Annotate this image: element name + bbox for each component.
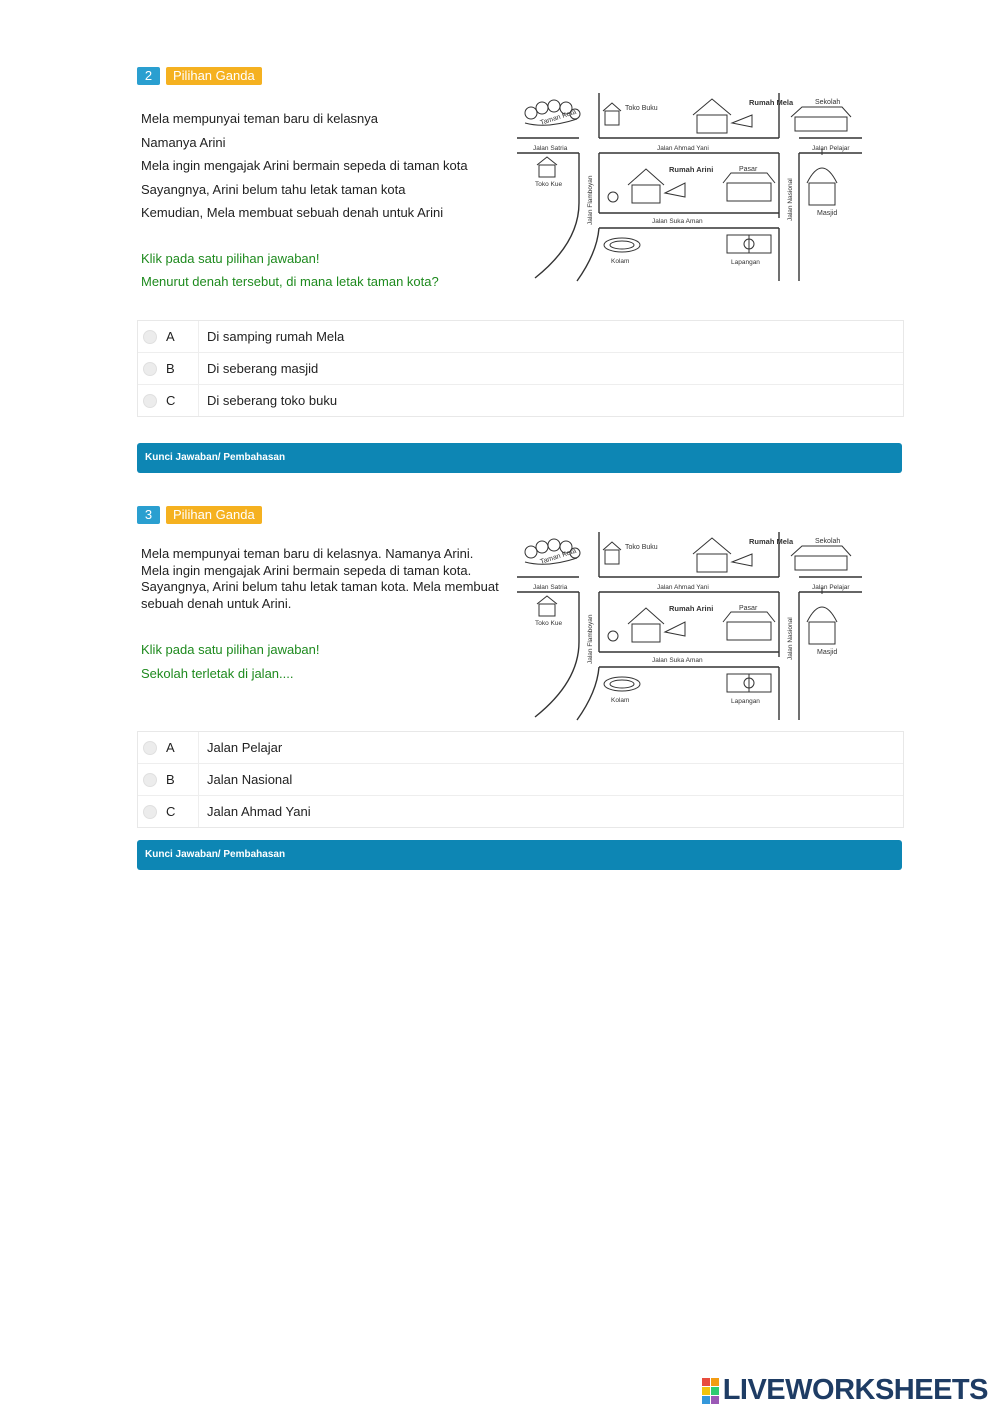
question-type-badge: Pilihan Ganda bbox=[166, 506, 262, 524]
map-label-rumah-mela: Rumah Mela bbox=[749, 98, 794, 107]
question-text bbox=[141, 107, 516, 294]
liveworksheets-logo bbox=[702, 1374, 988, 1407]
option-text: Di samping rumah Mela bbox=[207, 329, 345, 344]
map-label-jalan-nasional: Jalan Nasional bbox=[787, 178, 794, 221]
question-line: Sayangnya, Arini belum tahu letak taman kota. Mela membuat bbox=[141, 579, 499, 594]
question-line: Mela ingin mengajak Arini bermain sepeda di taman kota bbox=[141, 158, 468, 173]
map-label-lapangan: Lapangan bbox=[731, 259, 760, 266]
option-text: Di seberang toko buku bbox=[207, 393, 338, 408]
question-line: Mela mempunyai teman baru di kelasnya. Namanya Arini. bbox=[141, 546, 474, 561]
option-letter: B bbox=[166, 361, 175, 376]
option-text: Jalan Ahmad Yani bbox=[207, 804, 311, 819]
street-map-image bbox=[517, 93, 867, 283]
map-label-jalan-ahmad-yani: Jalan Ahmad Yani bbox=[657, 584, 709, 591]
map-label-taman-kota: Taman Kota bbox=[539, 547, 578, 566]
map-label-jalan-ahmad-yani: Jalan Ahmad Yani bbox=[657, 145, 709, 152]
map-label-jalan-flamboyan: Jalan Flamboyan bbox=[587, 175, 594, 225]
option-letter: A bbox=[166, 740, 175, 755]
map-label-lapangan: Lapangan bbox=[731, 698, 760, 705]
map-label-toko-buku: Toko Buku bbox=[625, 105, 658, 112]
question-line: Mela ingin mengajak Arini bermain sepeda di taman kota. bbox=[141, 562, 472, 578]
question-line: Namanya Arini bbox=[141, 134, 226, 150]
map-label-jalan-suka-aman: Jalan Suka Aman bbox=[652, 657, 703, 664]
option-text: Di seberang masjid bbox=[207, 361, 319, 376]
option-text: Jalan Nasional bbox=[207, 772, 293, 787]
map-label-toko-kue: Toko Kue bbox=[535, 620, 563, 627]
map-label-sekolah: Sekolah bbox=[815, 99, 841, 106]
option-b[interactable] bbox=[138, 763, 903, 795]
map-label-jalan-suka-aman: Jalan Suka Aman bbox=[652, 218, 703, 225]
question-number: 3 bbox=[137, 506, 160, 524]
option-c[interactable] bbox=[138, 795, 903, 827]
map-label-jalan-pelajar: Jalan Pelajar bbox=[812, 584, 850, 591]
question-3 bbox=[137, 506, 902, 828]
street-map-image bbox=[517, 532, 867, 722]
question-header bbox=[137, 67, 902, 85]
instruction-text: Klik pada satu pilihan jawaban! bbox=[141, 642, 320, 657]
question-number: 2 bbox=[137, 67, 160, 85]
radio-button[interactable] bbox=[143, 741, 157, 755]
map-label-jalan-nasional: Jalan Nasional bbox=[787, 617, 794, 660]
radio-button[interactable] bbox=[143, 773, 157, 787]
question-body bbox=[137, 537, 902, 731]
map-label-toko-kue: Toko Kue bbox=[535, 181, 563, 188]
question-line: sebuah denah untuk Arini. bbox=[141, 595, 292, 611]
logo-text: LIVEWORKSHEETS bbox=[722, 1374, 988, 1406]
radio-button[interactable] bbox=[143, 362, 157, 376]
radio-button[interactable] bbox=[143, 394, 157, 408]
option-a[interactable] bbox=[138, 321, 903, 352]
map-label-jalan-satria: Jalan Satria bbox=[533, 145, 568, 152]
option-c[interactable] bbox=[138, 384, 903, 416]
option-a[interactable] bbox=[138, 732, 903, 763]
answer-options bbox=[137, 731, 904, 828]
map-label-jalan-flamboyan: Jalan Flamboyan bbox=[587, 614, 594, 664]
logo-icon bbox=[702, 1378, 719, 1404]
map-label-rumah-arini: Rumah Arini bbox=[669, 165, 714, 174]
map-label-masjid: Masjid bbox=[817, 649, 838, 656]
map-label-kolam: Kolam bbox=[611, 697, 630, 704]
option-letter: A bbox=[166, 329, 175, 344]
radio-button[interactable] bbox=[143, 805, 157, 819]
question-header bbox=[137, 506, 902, 524]
map-label-taman-kota: Taman Kota bbox=[539, 108, 578, 127]
answer-key-button[interactable]: Kunci Jawaban/ Pembahasan bbox=[137, 443, 902, 473]
map-label-masjid: Masjid bbox=[817, 210, 838, 217]
map-label-kolam: Kolam bbox=[611, 258, 630, 265]
map-label-pasar: Pasar bbox=[739, 605, 758, 612]
map-label-pasar: Pasar bbox=[739, 166, 758, 173]
question-prompt: Sekolah terletak di jalan.... bbox=[141, 665, 294, 681]
map-label-rumah-mela: Rumah Mela bbox=[749, 537, 794, 546]
option-b[interactable] bbox=[138, 352, 903, 384]
map-label-jalan-pelajar: Jalan Pelajar bbox=[812, 145, 850, 152]
question-type-badge: Pilihan Ganda bbox=[166, 67, 262, 85]
question-body bbox=[137, 98, 902, 320]
question-line: Kemudian, Mela membuat sebuah denah untuk Arini bbox=[141, 205, 444, 220]
map-label-toko-buku: Toko Buku bbox=[625, 544, 658, 551]
option-letter: C bbox=[166, 393, 176, 408]
question-prompt: Menurut denah tersebut, di mana letak taman kota? bbox=[141, 274, 439, 289]
map-label-sekolah: Sekolah bbox=[815, 538, 841, 545]
option-text: Jalan Pelajar bbox=[207, 740, 283, 755]
instruction-text: Klik pada satu pilihan jawaban! bbox=[141, 250, 320, 266]
map-label-rumah-arini: Rumah Arini bbox=[669, 604, 714, 613]
option-letter: B bbox=[166, 772, 175, 787]
question-line: Sayangnya, Arini belum tahu letak taman kota bbox=[141, 181, 406, 197]
question-text bbox=[141, 546, 516, 685]
question-2 bbox=[137, 67, 902, 417]
radio-button[interactable] bbox=[143, 330, 157, 344]
option-letter: C bbox=[166, 804, 176, 819]
answer-options bbox=[137, 320, 904, 417]
map-label-jalan-satria: Jalan Satria bbox=[533, 584, 568, 591]
question-line: Mela mempunyai teman baru di kelasnya bbox=[141, 111, 379, 126]
answer-key-button[interactable]: Kunci Jawaban/ Pembahasan bbox=[137, 840, 902, 870]
